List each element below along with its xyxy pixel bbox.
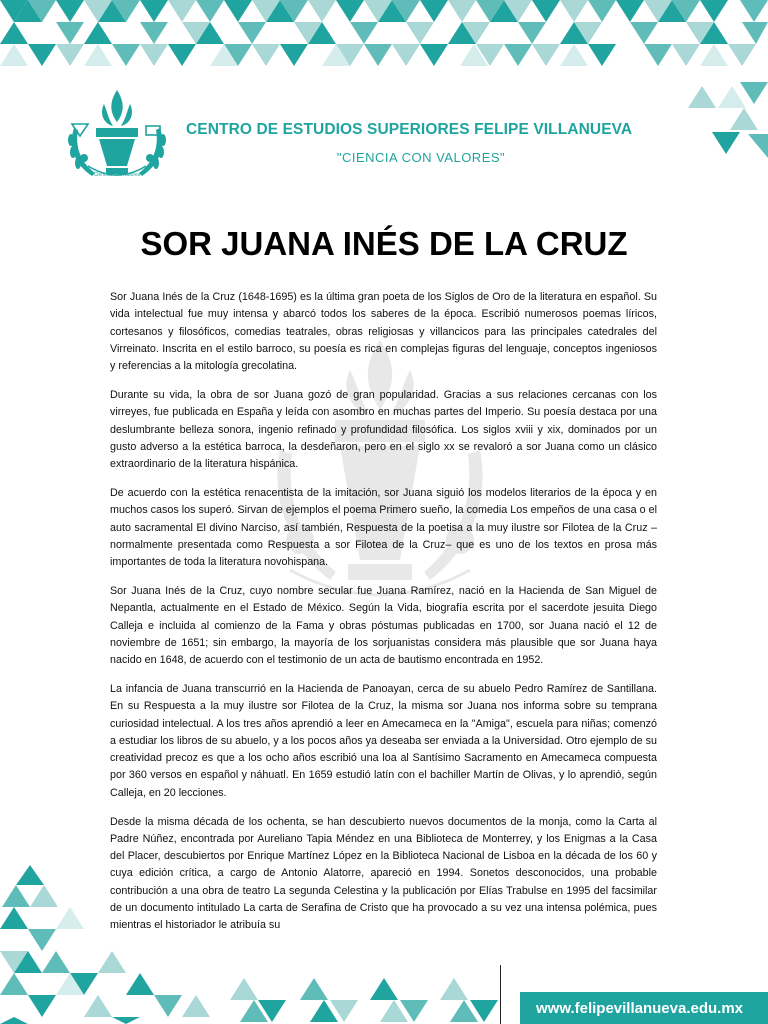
school-name: CENTRO DE ESTUDIOS SUPERIORES FELIPE VILLANUEVA bbox=[186, 121, 633, 138]
paragraph: Durante su vida, la obra de sor Juana gozó de gran popularidad. Gracias a sus relaciones cercanas con los virreyes, fue publicada en España y leída con asombro en muchas partes del Imperio. Su poesía destaca por una deslumbrante belleza sonora, ingenio refinado y profundidad filosófica. Los siglos xviii y xix, dominados por un gusto adverso a la estética barroca, la desdeñaron, pero en el siglo xx se revaloró a sor Juana como un clásico extraordinario de la literatura hispánica. bbox=[110, 388, 657, 471]
document-body bbox=[110, 289, 657, 946]
footer-url[interactable]: www.felipevillanueva.edu.mx bbox=[536, 1000, 744, 1017]
paragraph: La infancia de Juana transcurrió en la Hacienda de Panoayan, cerca de su abuelo Pedro Ramírez de Santillana. En su Respuesta a la muy ilustre sor Filotea de la Cruz, la misma sor Juana nos informa sobre su temprana curiosidad intelectual. A los tres años aprendió a leer en Amecameca en la "Amiga", escuela para niñas; comenzó a estudiar los libros de su abuelo, y a los pocos años ya deseaba ser enviada a la Universidad. Otro ejemplo de su creatividad precoz es que a los ocho años escribió una loa al Santísimo Sacramento en Amecameca compuesta por 360 versos en español y náhuatl. En 1659 estudió latín con el bachiller Martín de Olivas, y lo aprendió, según Calleja, en 20 lecciones. bbox=[110, 682, 657, 799]
paragraph: Sor Juana Inés de la Cruz (1648-1695) es la última gran poeta de los Siglos de Oro de la literatura en español. Su vida intelectual fue muy intensa y abarcó todos los saberes de la época. Escribió numerosos poemas líricos, cortesanos y filosóficos, comedias teatrales, obras religiosas y villancicos para las principales catedrales del Virreinato. Inscrita en el estilo barroco, su poesía es rica en complejas figuras del lenguaje, conceptos ingeniosos y referencias a la mitología grecolatina. bbox=[110, 291, 657, 373]
paragraph: Sor Juana Inés de la Cruz, cuyo nombre secular fue Juana Ramírez, nació en la Hacienda de San Miguel de Nepantla, actualmente en el Estado de México. Según la Vida, biografía escrita por el sacerdote jesuita Diego Calleja e incluida al comienzo de la Fama y obras póstumas publicadas en 1700, sor Juana nació el 12 de noviembre de 1651; sin embargo, la mayoría de los sorjuanistas considera más plausible que sor Juana haya nacido en 1648, de acuerdo con el testimonio de un acta de bautismo encontrada en 1952. bbox=[110, 584, 657, 667]
footer-divider bbox=[500, 965, 501, 1024]
school-motto: "CIENCIA CON VALORES" bbox=[336, 150, 506, 165]
document-title: SOR JUANA INÉS DE LA CRUZ bbox=[140, 225, 628, 262]
paragraph: Desde la misma década de los ochenta, se han descubierto nuevos documentos de la monja, como la Carta al Padre Núñez, encontrada por Aureliano Tapia Méndez en una Biblioteca de Monterrey, y los Enigmas a la Casa del Placer, descubiertos por Enrique Martínez López en la Biblioteca Nacional de Lisboa en la década de los 60 y cuya edición crítica, a cargo de Antonio Alatorre, apareció en 1994. Sonetos desconocidos, una probable contribución a una obra de teatro La segunda Celestina y la publicación por Elías Trabulse en 1995 del facsimilar de un documento intitulado La carta de Serafina de Cristo que ha provocado a su vez una intensa polémica, pues mientras el historiador le atribuía su bbox=[110, 815, 657, 932]
logo-motto-text: Ciencias con Valores bbox=[93, 172, 141, 178]
school-logo bbox=[62, 88, 172, 184]
triangle-pattern-top bbox=[0, 0, 768, 78]
paragraph: De acuerdo con la estética renacentista de la imitación, sor Juana siguió los modelos literarios de la época y en muchos casos los superó. Sirvan de ejemplos el poema Primero sueño, la comedia Los empeños de una casa o el auto sacramental El divino Narciso, así también, Respuesta de la poetisa a la muy ilustre sor Filotea de la Cruz –normalmente presentada como Respuesta a sor Filotea de la Cruz– que es uno de los textos en prosa más importantes de toda la literatura novohispana. bbox=[110, 486, 657, 569]
triangle-pattern-top-right bbox=[668, 78, 768, 168]
